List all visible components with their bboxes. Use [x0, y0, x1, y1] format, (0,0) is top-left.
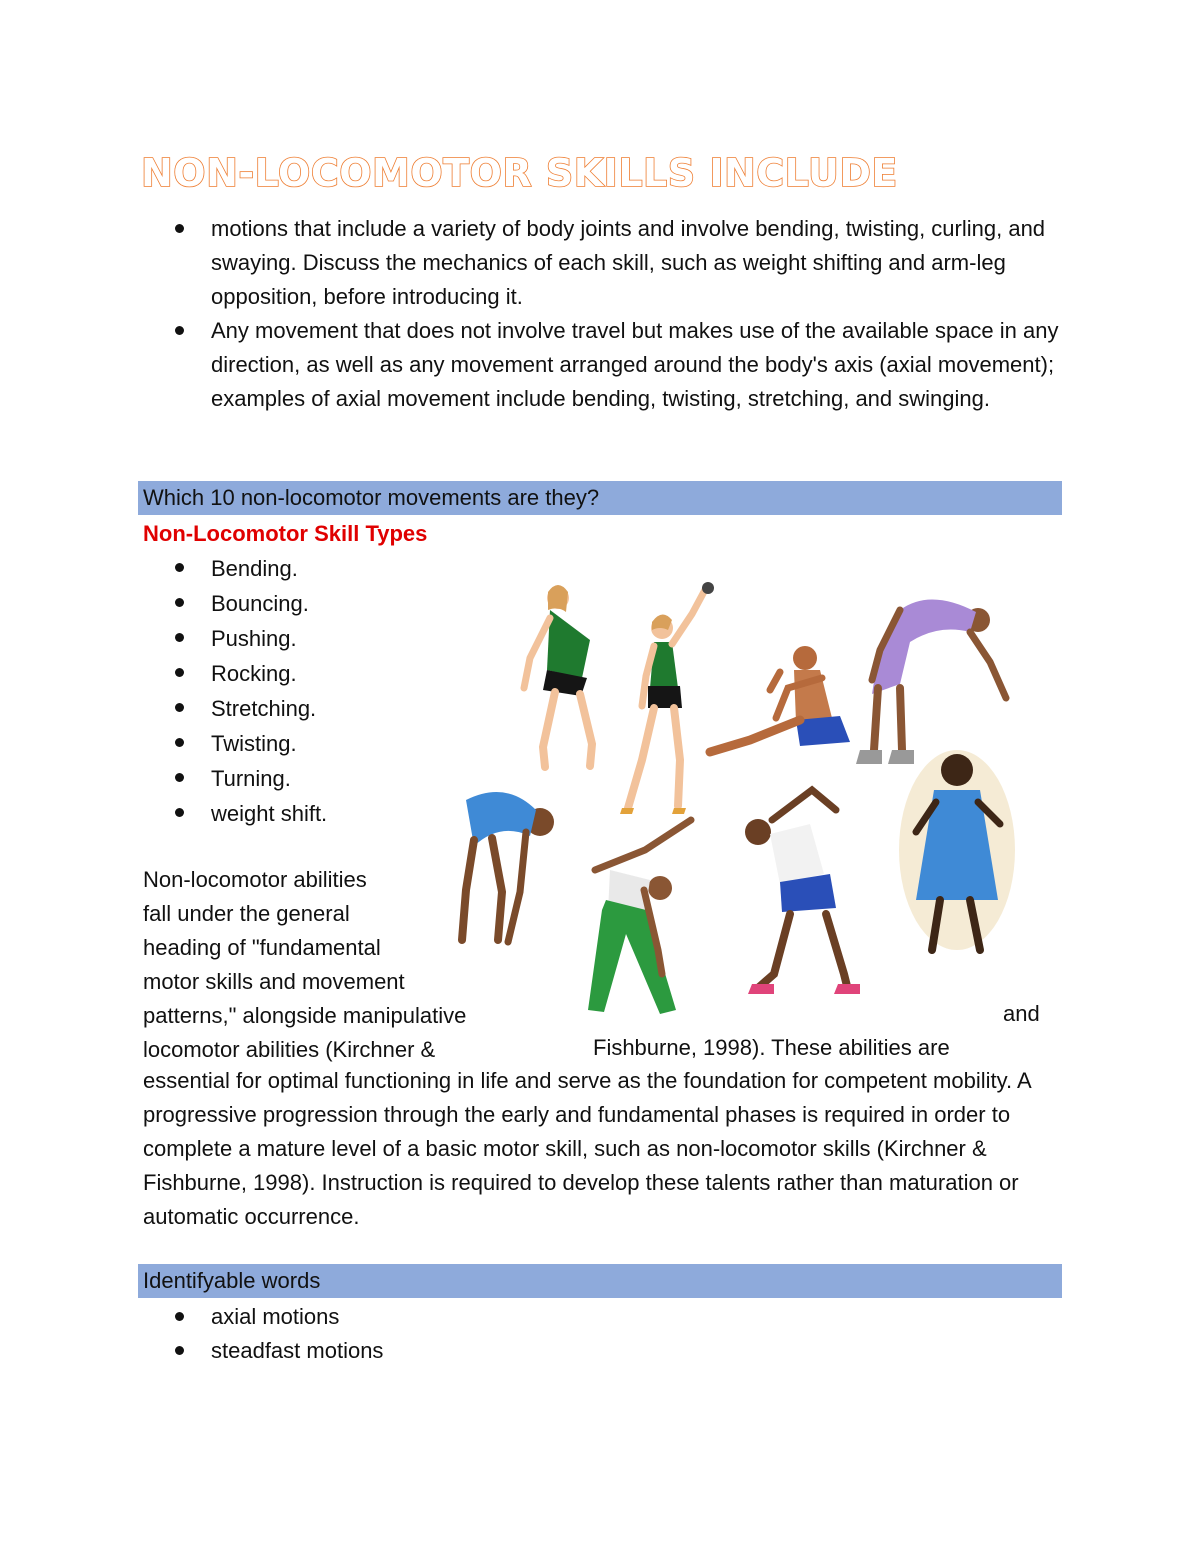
section-heading-movements: Which 10 non-locomotor movements are they?	[138, 481, 1062, 515]
list-item: Turning.	[141, 761, 501, 796]
paragraph-continued: essential for optimal functioning in life and serve as the foundation for competent mobility. A progressive progression through the early and fundamental phases is required in order to complete a mature level of a basic motor skill, such as non-locomotor skills (Kirchner & Fishburne, 1998). Instruction is required to develop these talents rather than maturation or automatic occurrence.	[143, 1068, 1031, 1229]
identifiable-words-list	[141, 1300, 641, 1368]
figure-seated-man	[710, 646, 850, 752]
paragraph-line: patterns," alongside manipulative	[143, 1003, 467, 1028]
paragraph-line: Non-locomotor abilities	[143, 867, 367, 892]
paragraph-citation-line: Fishburne, 1998). These abilities are	[593, 1035, 950, 1060]
paragraph-line: locomotor abilities (Kirchner &	[143, 1037, 436, 1062]
list-item: Rocking.	[141, 656, 501, 691]
paragraph-line: motor skills and movement	[143, 969, 405, 994]
figure-twisting-boy	[745, 790, 860, 994]
intro-bullet-list	[141, 212, 1071, 416]
list-item: Bouncing.	[141, 586, 501, 621]
list-item: motions that include a variety of body joints and involve bending, twisting, curling, and swaying. Discuss the mechanics of each skill, such as weight shifting and arm-leg opposition, before introducing it.	[141, 212, 1071, 314]
figure-green-pants-man	[588, 820, 691, 1014]
figure-bending-woman	[524, 585, 592, 767]
paragraph-and-word: and	[1003, 1001, 1040, 1026]
list-item: weight shift.	[141, 796, 501, 831]
paragraph-left-lines	[143, 863, 538, 1067]
skill-types-subheading: Non-Locomotor Skill Types	[143, 521, 428, 546]
list-item: Stretching.	[141, 691, 501, 726]
figure-purple-woman	[856, 599, 1006, 764]
list-item: Bending.	[141, 551, 501, 586]
figure-stretching-woman	[620, 582, 714, 814]
page-title: NON-LOCOMOTOR SKILLS INCLUDE	[141, 151, 898, 195]
list-item: steadfast motions	[141, 1334, 641, 1368]
section-heading-words: Identifyable words	[138, 1264, 1062, 1298]
list-item: axial motions	[141, 1300, 641, 1334]
list-item: Pushing.	[141, 621, 501, 656]
list-item: Any movement that does not involve travel but makes use of the available space in any direction, as well as any movement arranged around the body's axis (axial movement); examples of axial movement include bending, twisting, stretching, and swinging.	[141, 314, 1071, 416]
paragraph-line: fall under the general	[143, 901, 350, 926]
paragraph-line: heading of "fundamental	[143, 935, 381, 960]
figure-turning-girl	[899, 750, 1015, 950]
list-item: Twisting.	[141, 726, 501, 761]
